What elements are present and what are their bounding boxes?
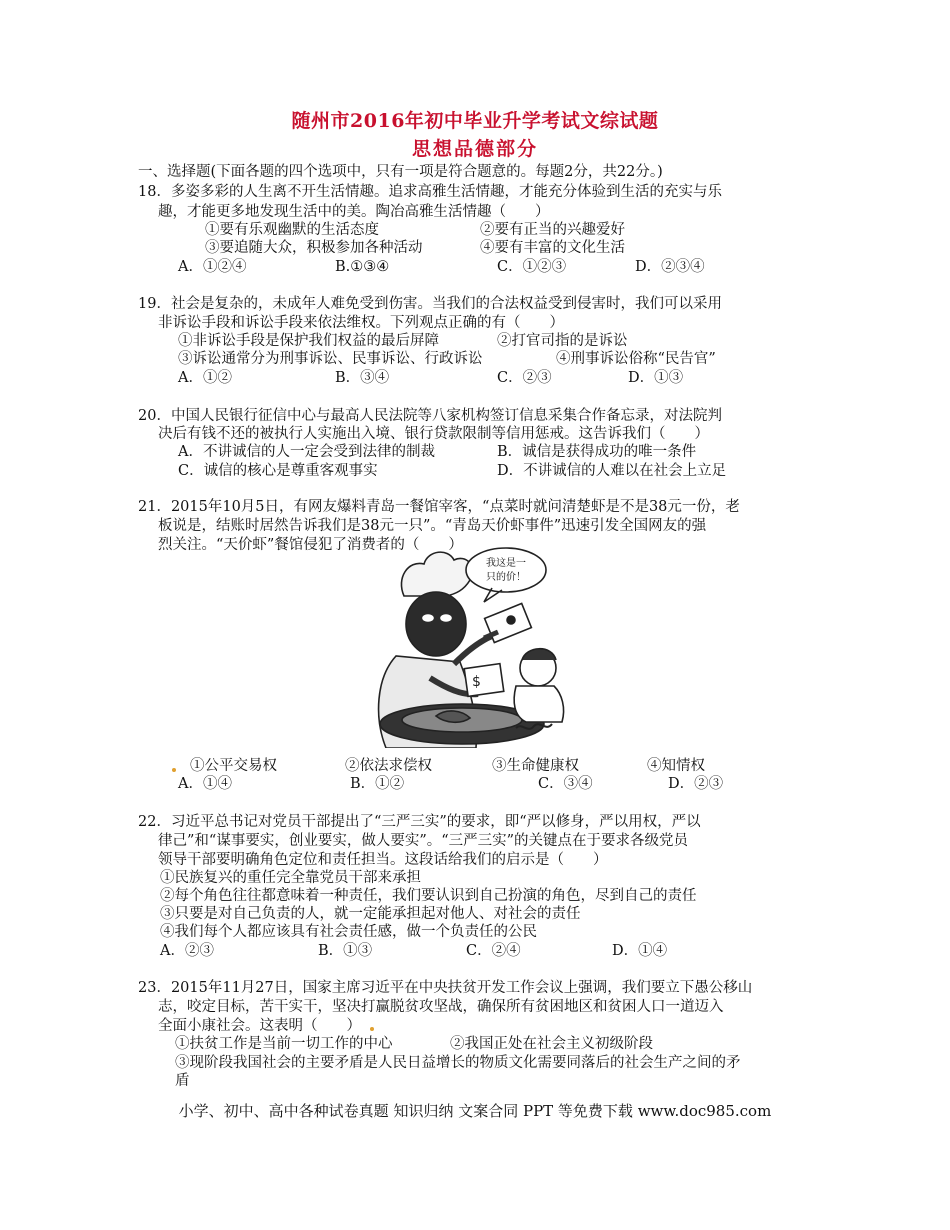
q20-option-a: A．不讲诚信的人一定会受到法律的制裁 [178,444,435,460]
q22-line2: 律己”和“谋事要实，创业要实，做人要实”。“三严三实”的关键点在于要求各级党员 [158,833,689,849]
q19-line2: 非诉讼手段和诉讼手段来依法维权。下列观点正确的有（ ） [158,315,564,331]
q18-stmt1: ①要有乐观幽默的生活态度 [205,222,379,238]
q18-stmt2: ②要有正当的兴趣爱好 [480,222,625,238]
page-title: 随州市2016年初中毕业升学考试文综试题 [291,110,659,132]
q22-option-a: A．②③ [160,943,214,959]
page-subtitle: 思想品德部分 [411,138,538,160]
q20-option-c: C．诚信的核心是尊重客观事实 [178,463,378,479]
q21-stmt4: ④知情权 [647,758,705,774]
q22-option-b: B．①③ [318,943,373,959]
q23-line3: 全面小康社会。这表明（ ） [158,1018,361,1034]
footer-text: 小学、初中、高中各种试卷真题 知识归纳 文案合同 PPT 等免费下载 www.doc985.com [178,1102,772,1120]
q21-stmt3: ③生命健康权 [492,758,579,774]
q22-stmt4: ④我们每个人都应该具有社会责任感，做一个负责任的公民 [160,924,537,940]
q21-line3: 烈关注。“天价虾”餐馆侵犯了消费者的（ ） [158,537,463,553]
q20-line2: 决后有钱不还的被执行人实施出入境、银行贷款限制等信用惩戒。这告诉我们（ ） [158,426,709,442]
q18-option-a: A．①②④ [178,259,247,275]
q21-option-a: A．①④ [178,776,232,792]
q18-stmt4: ④要有丰富的文化生活 [480,240,625,256]
q19-stmt3: ③诉讼通常分为刑事诉讼、民事诉讼、行政诉讼 [178,351,483,367]
q20-option-b: B．诚信是获得成功的唯一条件 [497,444,697,460]
q22-stmt3: ③只要是对自己负责的人，就一定能承担起对他人、对社会的责任 [160,906,581,922]
q20-line1: 20．中国人民银行征信中心与最高人民法院等八家机构签订信息采集合作备忘录，对法院判 [138,408,722,424]
q18-stmt3: ③要追随大众，积极参加各种活动 [205,240,423,256]
q21-stmt1: ①公平交易权 [190,758,277,774]
q22-line3: 领导干部要明确角色定位和责任担当。这段话给我们的启示是（ ） [158,852,608,868]
q19-stmt2: ②打官司指的是诉讼 [497,333,628,349]
q23-line2: 志，咬定目标，苦干实干，坚决打赢脱贫攻坚战，确保所有贫困地区和贫困人口一道迈入 [158,999,724,1015]
q19-stmt4: ④刑事诉讼俗称“民告官” [556,351,716,367]
q19-option-c: C．②③ [497,370,552,386]
q22-option-c: C．②④ [466,943,521,959]
q22-stmt2: ②每个角色往往都意味着一种责任，我们要认识到自己扮演的角色，尽到自己的责任 [160,888,697,904]
dot-mark [172,768,176,772]
q19-option-d: D．①③ [628,370,684,386]
q22-line1: 22．习近平总书记对党员干部提出了“三严三实”的要求，即“严以修身，严以用权，严以 [138,814,701,830]
cartoon-illustration [366,538,584,748]
q23-stmt3: ③现阶段我国社会的主要矛盾是人民日益增长的物质文化需要同落后的社会生产之间的矛 [175,1055,741,1071]
q18-option-b: B.①③④ [335,259,390,275]
q19-line1: 19．社会是复杂的，未成年人难免受到伤害。当我们的合法权益受到侵害时，我们可以采用 [138,296,722,312]
q21-stmt2: ②依法求偿权 [345,758,432,774]
q19-option-b: B．③④ [335,370,390,386]
bubble-text-line2: 只的价！ [486,572,526,583]
q21-line2: 板说是，结账时居然告诉我们是38元一只”。“青岛天价虾事件”迅速引发全国网友的强 [158,518,707,534]
q18-option-c: C．①②③ [497,259,567,275]
q20-option-d: D．不讲诚信的人难以在社会上立足 [497,463,727,479]
svg-text:$: $ [472,674,481,690]
q22-option-d: D．①④ [612,943,668,959]
q18-line2: 趣，才能更多地发现生活中的美。陶冶高雅生活情趣（ ） [158,204,550,220]
q23-stmt3-cont: 盾 [175,1073,190,1089]
q21-option-c: C．③④ [538,776,593,792]
dot-mark-2 [370,1027,374,1031]
q18-line1: 18．多姿多彩的人生离不开生活情趣。追求高雅生活情趣，才能充分体验到生活的充实与乐 [138,184,722,200]
q23-line1: 23．2015年11月27日，国家主席习近平在中央扶贫开发工作会议上强调，我们要立下愚公移山 [138,980,753,996]
q19-option-a: A．①② [178,370,232,386]
q23-stmt2: ②我国正处在社会主义初级阶段 [450,1036,653,1052]
q19-stmt1: ①非诉讼手段是保护我们权益的最后屏障 [178,333,439,349]
q21-line1: 21．2015年10月5日，有网友爆料青岛一餐馆宰客，“点菜时就问清楚虾是不是38元一份，老 [138,499,740,515]
q21-option-b: B．①② [350,776,405,792]
q18-option-d: D．②③④ [635,259,705,275]
bubble-text-line1: 我这是一 [486,558,526,569]
q21-option-d: D．②③ [668,776,724,792]
q23-stmt1: ①扶贫工作是当前一切工作的中心 [175,1036,393,1052]
section-heading: 一、选择题(下面各题的四个选项中，只有一项是符合题意的。每题2分，共22分。) [138,164,663,180]
q22-stmt1: ①民族复兴的重任完全靠党员干部来承担 [160,870,421,886]
